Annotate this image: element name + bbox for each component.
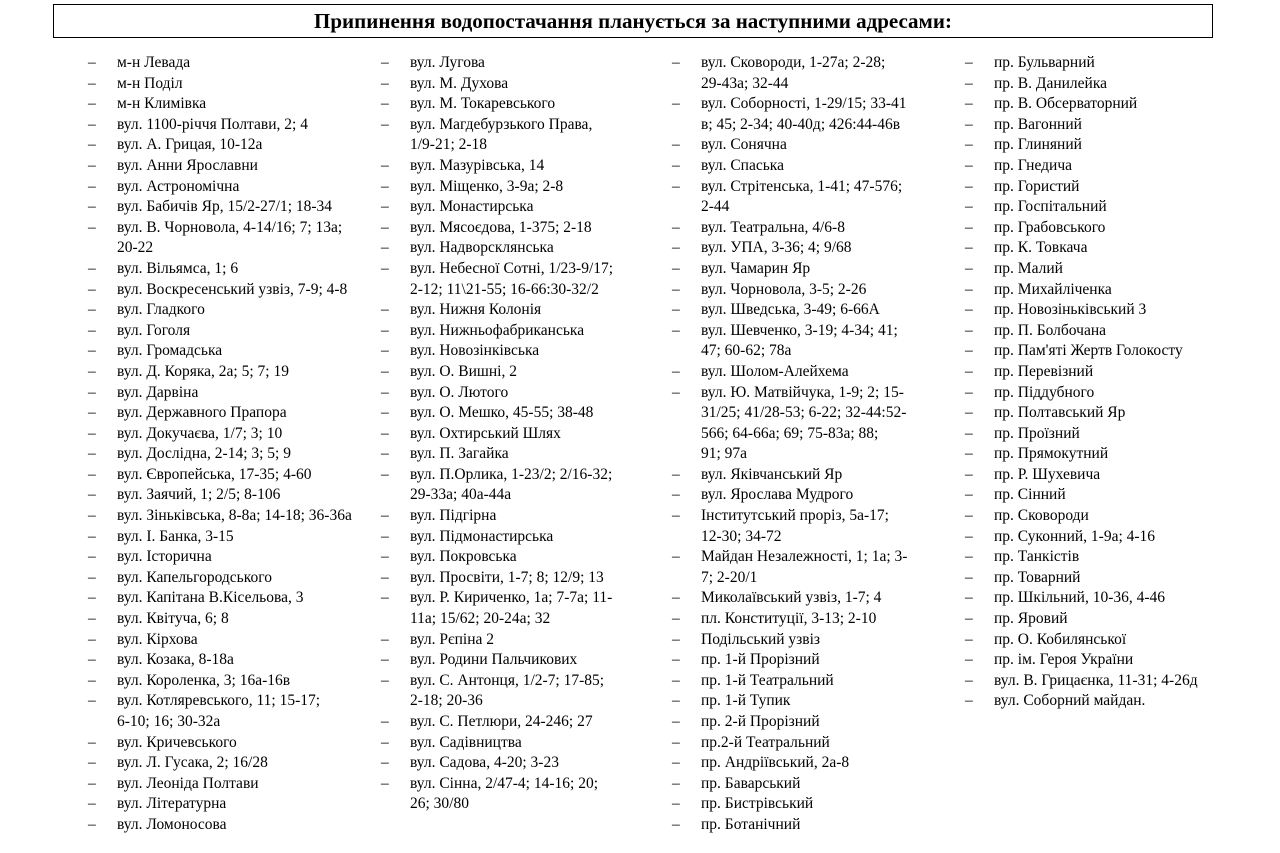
address-item — [965, 259, 1198, 280]
address-item — [672, 53, 907, 94]
address-item — [88, 218, 352, 259]
address-text: вул. Спаська — [701, 156, 784, 174]
address-item — [965, 74, 1198, 95]
page-title: Припинення водопостачання планується за наступними адресами: — [314, 8, 952, 33]
address-text: Миколаївський узвіз, 1-7; 4 — [701, 589, 882, 607]
address-text: вул. Ю. Матвійчука, 1-9; 2; 15- 31/25; 41/28-53; 6-22; 32-44:52- 566; 64-66а; 69; 75-83а; 88; 91; 97а — [701, 383, 907, 463]
address-text: вул. Новозінківська — [410, 342, 540, 360]
address-item — [88, 341, 352, 362]
address-text: вул. Кричевського — [117, 733, 237, 751]
address-text: вул. О. Вишні, 2 — [410, 362, 517, 380]
address-item — [381, 671, 613, 712]
address-text: вул. Леоніда Полтави — [117, 774, 259, 792]
address-item — [381, 506, 613, 527]
address-item — [381, 115, 613, 156]
address-item — [88, 74, 352, 95]
address-item — [672, 218, 907, 239]
address-text: вул. М. Токаревського — [410, 95, 556, 113]
address-item — [381, 712, 613, 733]
address-item — [965, 691, 1198, 712]
address-item — [965, 630, 1198, 651]
address-text: пр. Піддубного — [994, 383, 1095, 401]
address-item — [672, 733, 907, 754]
address-text: вул. Зіньківська, 8-8а; 14-18; 36-36а — [117, 507, 352, 525]
address-item — [965, 135, 1198, 156]
address-text: пр. Грабовського — [994, 218, 1106, 236]
address-item — [965, 424, 1198, 445]
address-item — [965, 300, 1198, 321]
address-item — [672, 774, 907, 795]
address-item — [88, 527, 352, 548]
address-text: вул. Магдебурзького Права, 1/9-21; 2-18 — [410, 115, 593, 154]
address-text: вул. А. Грицая, 10-12а — [117, 136, 263, 154]
address-text: вул. Громадська — [117, 342, 223, 360]
address-item — [88, 485, 352, 506]
address-text: вул. Небесної Сотні, 1/23-9/17; 2-12; 11\21-55; 16-66:30-32/2 — [410, 259, 614, 298]
address-item — [381, 259, 613, 300]
address-text: пр. Вагонний — [994, 115, 1082, 133]
address-text: вул. Підмонастирська — [410, 527, 554, 545]
address-text: пр. О. Кобилянської — [994, 630, 1127, 648]
address-text: пр. К. Товкача — [994, 239, 1088, 257]
address-item — [88, 444, 352, 465]
address-text: вул. О. Мешко, 45-55; 38-48 — [410, 404, 594, 422]
address-text: вул. Мясоєдова, 1-375; 2-18 — [410, 218, 592, 236]
address-text: пр. Сковороди — [994, 507, 1089, 525]
address-item — [88, 177, 352, 198]
address-item — [965, 506, 1198, 527]
address-item — [381, 547, 613, 568]
address-text: пр. Андріївський, 2а-8 — [701, 754, 850, 772]
address-item — [381, 527, 613, 548]
address-item — [88, 691, 352, 732]
address-item — [965, 383, 1198, 404]
address-text: пр. Проїзний — [994, 424, 1080, 442]
address-item — [672, 485, 907, 506]
address-text: вул. Капельгородського — [117, 568, 272, 586]
address-item — [965, 115, 1198, 136]
address-item — [381, 53, 613, 74]
address-text: м-н Поділ — [117, 74, 183, 92]
address-text: вул. Покровська — [410, 548, 517, 566]
address-item — [381, 465, 613, 506]
address-text: вул. С. Антонця, 1/2-7; 17-85; 2-18; 20-36 — [410, 671, 605, 710]
address-text: пр. Бистрівський — [701, 795, 814, 813]
address-text: вул. Соборності, 1-29/15; 33-41 в; 45; 2-34; 40-40д; 426:44-46в — [701, 95, 907, 133]
address-item — [965, 280, 1198, 301]
address-text: пр. 2-й Прорізний — [701, 713, 820, 730]
address-item — [381, 218, 613, 239]
address-text: вул. Кірхова — [117, 630, 198, 648]
address-item — [672, 630, 907, 651]
address-text: Майдан Незалежності, 1; 1а; 3- 7; 2-20/1 — [701, 548, 908, 586]
address-text: вул. Бабичів Яр, 15/2-27/1; 18-34 — [117, 198, 333, 216]
address-item — [88, 671, 352, 692]
address-text: вул. Охтирський Шлях — [410, 424, 561, 442]
address-text: вул. Воскресенський узвіз, 7-9; 4-8 — [117, 280, 348, 298]
address-text: вул. Сінна, 2/47-4; 14-16; 20; 26; 30/80 — [410, 774, 599, 813]
address-text: пр. Прямокутний — [994, 445, 1109, 463]
address-text: вул. Шолом-Алейхема — [701, 362, 849, 380]
address-item — [672, 465, 907, 486]
address-item — [381, 630, 613, 651]
address-item — [381, 650, 613, 671]
address-item — [965, 341, 1198, 362]
address-item — [672, 671, 907, 692]
address-text: вул. О. Лютого — [410, 383, 509, 401]
address-item — [672, 753, 907, 774]
address-item — [672, 712, 907, 733]
address-item — [672, 547, 907, 588]
address-item — [672, 321, 907, 362]
address-item — [381, 197, 613, 218]
address-text: пр. Товарний — [994, 568, 1081, 586]
address-text: вул. Л. Гусака, 2; 16/28 — [117, 754, 268, 772]
address-item — [381, 588, 613, 629]
address-text: вул. Дослідна, 2-14; 3; 5; 9 — [117, 445, 291, 463]
address-text: вул. С. Петлюри, 24-246; 27 — [410, 713, 593, 730]
address-text: вул. Шведська, 3-49; 6-66А — [701, 301, 880, 319]
address-text: вул. Літературна — [117, 795, 227, 813]
address-item — [88, 321, 352, 342]
address-item — [88, 588, 352, 609]
address-item — [88, 280, 352, 301]
address-text: вул. Заячий, 1; 2/5; 8-106 — [117, 486, 281, 504]
address-text: пр. Малий — [994, 259, 1063, 277]
address-item — [965, 321, 1198, 342]
address-item — [88, 465, 352, 486]
address-item — [965, 53, 1198, 74]
address-text: вул. Докучаєва, 1/7; 3; 10 — [117, 424, 283, 442]
address-text: вул. Чамарин Яр — [701, 259, 811, 277]
address-text: вул. Театральна, 4/6-8 — [701, 218, 845, 236]
address-text: вул. Садова, 4-20; 3-23 — [410, 754, 559, 772]
address-item — [672, 609, 907, 630]
address-item — [88, 547, 352, 568]
address-item — [88, 156, 352, 177]
address-text: пр. Ботанічний — [701, 815, 801, 833]
address-item — [88, 650, 352, 671]
address-item — [672, 362, 907, 383]
address-text: вул. Д. Коряка, 2а; 5; 7; 19 — [117, 362, 289, 380]
address-text: вул. Гоголя — [117, 321, 191, 339]
address-item — [672, 588, 907, 609]
address-item — [965, 588, 1198, 609]
address-item — [88, 115, 352, 136]
address-text: пр. Шкільний, 10-36, 4-46 — [994, 589, 1166, 607]
address-item — [381, 321, 613, 342]
address-text: пр. П. Болбочана — [994, 321, 1107, 339]
address-text: пр. В. Обсерваторний — [994, 95, 1138, 113]
address-text: вул. Нижньофабриканська — [410, 321, 585, 339]
address-text: пр. Бульварний — [994, 54, 1095, 71]
address-item — [381, 424, 613, 445]
address-text: пр. 1-й Тупик — [701, 692, 791, 710]
address-text: вул. Нижня Колонія — [410, 301, 542, 319]
address-item — [381, 733, 613, 754]
address-item — [88, 259, 352, 280]
address-text: вул. Монастирська — [410, 198, 534, 216]
address-text: пр. Суконний, 1-9а; 4-16 — [994, 527, 1156, 545]
address-item — [672, 691, 907, 712]
address-text: пр. Баварський — [701, 774, 801, 792]
address-item — [381, 177, 613, 198]
address-text: м-н Климівка — [117, 95, 207, 113]
address-item — [88, 774, 352, 795]
address-text: вул. Сковороди, 1-27а; 2-28; 29-43а; 32-44 — [701, 54, 886, 92]
address-item — [965, 444, 1198, 465]
address-item — [672, 383, 907, 465]
address-text: вул. Ярослава Мудрого — [701, 486, 854, 504]
address-text: вул. В. Чорновола, 4-14/16; 7; 13а; 20-22 — [117, 218, 343, 257]
address-item — [965, 238, 1198, 259]
address-text: вул. 1100-річчя Полтави, 2; 4 — [117, 115, 308, 133]
address-item — [672, 94, 907, 135]
address-item — [381, 341, 613, 362]
address-item — [88, 300, 352, 321]
address-item — [381, 568, 613, 589]
address-text: вул. Анни Ярославни — [117, 156, 258, 174]
address-text: вул. Астрономічна — [117, 177, 240, 195]
address-text: вул. Європейська, 17-35; 4-60 — [117, 465, 312, 483]
address-item — [381, 774, 613, 815]
address-text: пр. Михайліченка — [994, 280, 1112, 298]
address-item — [381, 156, 613, 177]
address-text: пр. Госпітальний — [994, 198, 1107, 216]
address-text: вул. Стрітенська, 1-41; 47-576; 2-44 — [701, 177, 903, 216]
address-text: вул. Вільямса, 1; 6 — [117, 259, 239, 277]
address-text: вул. Квітуча, 6; 8 — [117, 610, 229, 628]
address-item — [381, 403, 613, 424]
address-text: вул. Гладкого — [117, 301, 205, 319]
address-item — [672, 650, 907, 671]
title-box — [53, 4, 1213, 38]
address-item — [965, 609, 1198, 630]
address-item — [88, 794, 352, 815]
address-text: вул. Короленка, 3; 16а-16в — [117, 671, 291, 689]
address-item — [381, 94, 613, 115]
address-text: вул. Надворсклянська — [410, 239, 554, 257]
address-item — [672, 506, 907, 547]
address-item — [672, 259, 907, 280]
address-text: пр. ім. Героя України — [994, 651, 1134, 669]
address-item — [88, 506, 352, 527]
address-item — [88, 197, 352, 218]
address-item — [88, 609, 352, 630]
address-item — [672, 300, 907, 321]
address-item — [965, 671, 1198, 692]
address-item — [672, 238, 907, 259]
address-item — [88, 383, 352, 404]
address-item — [965, 403, 1198, 424]
address-text: вул. Козака, 8-18а — [117, 651, 234, 669]
address-item — [88, 403, 352, 424]
address-item — [965, 197, 1198, 218]
address-item — [672, 177, 907, 218]
address-item — [965, 362, 1198, 383]
address-text: вул. Державного Прапора — [117, 404, 287, 422]
address-text: вул. Садівництва — [410, 733, 522, 751]
address-text: вул. Дарвіна — [117, 383, 199, 401]
address-column-1 — [88, 53, 352, 836]
address-item — [88, 733, 352, 754]
address-text: вул. П. Загайка — [410, 445, 509, 463]
address-text: вул. Ломоносова — [117, 815, 227, 833]
address-text: вул. М. Духова — [410, 74, 509, 92]
address-text: пр. 1-й Прорізний — [701, 651, 820, 669]
address-item — [381, 300, 613, 321]
address-item — [965, 547, 1198, 568]
address-item — [88, 135, 352, 156]
address-item — [381, 362, 613, 383]
address-item — [88, 424, 352, 445]
address-text: вул. Лугова — [410, 54, 485, 71]
address-text: пр. 1-й Театральний — [701, 671, 834, 689]
address-text: вул. Яківчанський Яр — [701, 465, 843, 483]
address-text: вул. Капітана В.Кісельова, 3 — [117, 589, 304, 607]
address-item — [965, 650, 1198, 671]
address-text: вул. Р. Кириченко, 1а; 7-7а; 11- 11а; 15/62; 20-24а; 32 — [410, 589, 613, 628]
address-text: вул. П.Орлика, 1-23/2; 2/16-32; 29-33а; 40а-44а — [410, 465, 613, 504]
address-item — [381, 74, 613, 95]
address-item — [965, 218, 1198, 239]
address-item — [88, 362, 352, 383]
address-item — [381, 383, 613, 404]
address-item — [965, 156, 1198, 177]
address-text: вул. В. Грицаєнка, 11-31; 4-26д — [994, 671, 1198, 689]
address-item — [672, 280, 907, 301]
address-text: вул. Шевченко, 3-19; 4-34; 41; 47; 60-62; 78а — [701, 321, 898, 360]
address-text: пл. Конституції, 3-13; 2-10 — [701, 610, 877, 628]
address-text: пр. Сінний — [994, 486, 1066, 504]
address-text: вул. Підгірна — [410, 507, 497, 525]
address-item — [672, 815, 907, 836]
address-text: вул. Чорновола, 3-5; 2-26 — [701, 280, 867, 298]
address-text: вул. Родини Пальчикових — [410, 651, 578, 669]
address-item — [965, 485, 1198, 506]
address-column-4 — [965, 53, 1198, 712]
address-item — [88, 630, 352, 651]
address-text: вул. Сонячна — [701, 136, 787, 154]
address-item — [88, 753, 352, 774]
address-item — [381, 753, 613, 774]
address-text: вул. І. Банка, 3-15 — [117, 527, 234, 545]
address-item — [965, 527, 1198, 548]
address-text: пр. Пам'яті Жертв Голокосту — [994, 342, 1183, 360]
address-item — [965, 94, 1198, 115]
address-text: м-н Левада — [117, 54, 191, 71]
address-column-2 — [381, 53, 613, 815]
address-item — [965, 465, 1198, 486]
address-column-3 — [672, 53, 907, 836]
address-item — [965, 177, 1198, 198]
address-text: вул. Котляревського, 11; 15-17; 6-10; 16; 30-32а — [117, 692, 321, 730]
address-text: вул. Просвіти, 1-7; 8; 12/9; 13 — [410, 568, 604, 586]
address-item — [965, 568, 1198, 589]
address-text: пр. Танкістів — [994, 548, 1080, 566]
address-text: пр. Гористий — [994, 177, 1080, 195]
address-text: вул. Міщенко, 3-9а; 2-8 — [410, 177, 564, 195]
address-text: пр. Р. Шухевича — [994, 465, 1101, 483]
address-item — [672, 794, 907, 815]
address-item — [88, 94, 352, 115]
address-text: пр. Перевізний — [994, 362, 1094, 380]
address-item — [88, 568, 352, 589]
address-text: пр. Яровий — [994, 610, 1068, 628]
address-text: вул. Рєпіна 2 — [410, 630, 495, 648]
address-text: пр. Полтавський Яр — [994, 404, 1126, 422]
address-text: вул. Історична — [117, 548, 212, 566]
address-text: пр. В. Данилейка — [994, 74, 1108, 92]
address-text: Подільський узвіз — [701, 630, 821, 648]
address-text: пр. Гнедича — [994, 156, 1072, 174]
address-text: вул. Мазурівська, 14 — [410, 156, 545, 174]
address-text: пр.2-й Театральний — [701, 733, 830, 751]
address-item — [88, 815, 352, 836]
address-item — [381, 444, 613, 465]
address-text: пр. Глиняний — [994, 136, 1082, 154]
address-text: вул. Соборний майдан. — [994, 692, 1146, 710]
address-item — [88, 53, 352, 74]
address-item — [672, 135, 907, 156]
address-item — [672, 156, 907, 177]
address-text: Інститутський проріз, 5а-17; 12-30; 34-72 — [701, 507, 889, 545]
address-text: пр. Новозіньківський 3 — [994, 301, 1147, 319]
address-item — [381, 238, 613, 259]
address-text: вул. УПА, 3-36; 4; 9/68 — [701, 239, 852, 257]
